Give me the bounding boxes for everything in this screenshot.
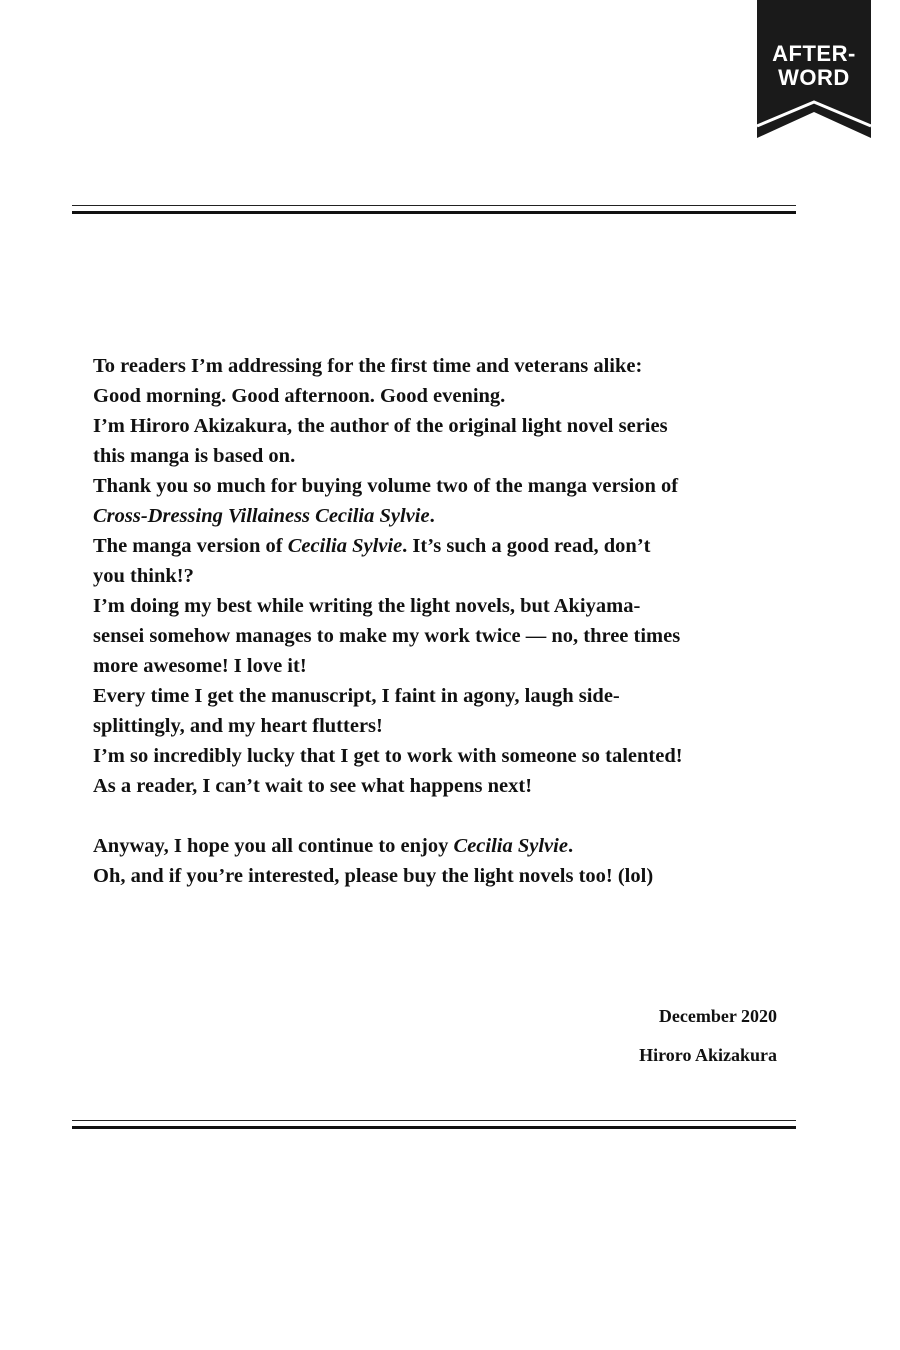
book-title-italic: Cecilia Sylvie [453, 835, 568, 857]
body-line: I’m so incredibly lucky that I get to work with someone so talented! [93, 745, 683, 767]
body-line: Every time I get the manuscript, I faint in agony, laugh side- [93, 685, 620, 707]
body-text-fragment: Anyway, I hope you all continue to enjoy [93, 835, 454, 857]
body-text-fragment: . It’s such a good read, don’t [402, 535, 651, 557]
body-line: sensei somehow manages to make my work twice — no, three times [93, 625, 681, 647]
body-line: you think!? [93, 565, 194, 587]
body-line [93, 531, 793, 561]
body-text-fragment: The manga version of [93, 535, 288, 557]
body-line: I’m Hiroro Akizakura, the author of the original light novel series [93, 415, 668, 437]
signoff-date: December 2020 [658, 1006, 777, 1026]
bottom-rule-thick-line [72, 1126, 796, 1129]
top-double-rule [72, 205, 796, 214]
body-line [93, 501, 793, 531]
body-line: Thank you so much for buying volume two of the manga version of [93, 475, 679, 497]
top-rule-thick-line [72, 211, 796, 214]
book-title-italic: Cecilia Sylvie [287, 535, 403, 557]
body-line [93, 831, 793, 861]
bottom-rule-thin-line [72, 1120, 796, 1121]
afterword-ribbon [757, 0, 871, 138]
body-text-fragment: . [429, 505, 435, 527]
body-line: Good morning. Good afternoon. Good evening. [93, 385, 506, 407]
ribbon-label [757, 42, 871, 90]
body-line: more awesome! I love it! [93, 655, 307, 677]
body-line: As a reader, I can’t wait to see what happens next! [93, 775, 533, 797]
afterword-body [93, 351, 793, 891]
ribbon-label-line1: AFTER- [772, 41, 856, 66]
book-title-italic: Cross-Dressing Villainess Cecilia Sylvie [93, 505, 430, 527]
body-line: splittingly, and my heart flutters! [93, 715, 383, 737]
paragraph-spacer [93, 801, 793, 831]
bottom-double-rule [72, 1120, 796, 1129]
body-line: To readers I’m addressing for the first time and veterans alike: [93, 355, 643, 377]
signoff-author: Hiroro Akizakura [639, 1045, 777, 1065]
body-line: I’m doing my best while writing the light novels, but Akiyama- [93, 595, 641, 617]
body-line: this manga is based on. [93, 445, 296, 467]
ribbon-label-line2: WORD [778, 65, 850, 90]
body-line: Oh, and if you’re interested, please buy the light novels too! (lol) [93, 865, 654, 887]
body-text-fragment: . [567, 835, 574, 857]
top-rule-thin-line [72, 205, 796, 206]
